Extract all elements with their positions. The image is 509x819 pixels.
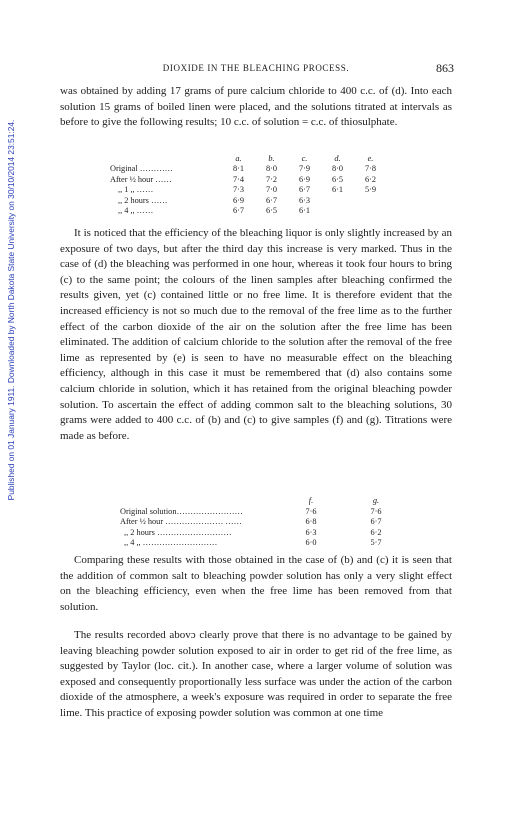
row-label: ,, 4 ,, ………………………	[124, 538, 218, 548]
table-header-row	[120, 496, 416, 507]
table-header-row	[110, 154, 387, 164]
table-cell: 6·7	[298, 185, 311, 195]
table-row	[110, 175, 387, 185]
download-watermark	[4, 90, 18, 530]
column-header-g: g.	[372, 496, 380, 505]
table-cell: 8·0	[331, 164, 344, 174]
table-row	[120, 538, 416, 549]
table-cell: 6·7	[232, 206, 245, 216]
table-cell: 7·2	[265, 174, 278, 184]
paragraph-comparison: Comparing these results with those obtained in the case of (b) and (c) it is seen that the addition of common salt to bleaching powder solution has only a very slight effect on the bleaching efficiency, even when the free lime has been removed from that solution.	[60, 554, 452, 613]
paragraph-conclusion: The results recorded abovɔ clearly prove that there is no advantage to be gained by leaving bleaching powder solution exposed to air in order to get rid of the free lime, as suggested by Taylor (loc. cit.). In another case, where a larger volume of solution was exposed and consequently proportionally less surface was under the action of the carbon dioxide of the atmosphere, a week's exposure was required in order to separate the free lime. This practice of exposing powder solution was common at one time	[60, 629, 452, 719]
column-header-b: b.	[268, 154, 275, 163]
table-cell: 6·7	[265, 195, 278, 205]
table-row	[110, 206, 387, 216]
table-header-blank	[120, 496, 286, 507]
column-header-e: e.	[367, 154, 374, 163]
table-cell: 7·8	[364, 164, 377, 174]
row-label: ,, 2 hours ……	[118, 195, 168, 205]
paragraph-discussion: It is noticed that the efficiency of the bleaching liquor is only slightly increased by an exposure of two days, but after the third day this increase is very marked. Thus in the case of (d) the bleaching was performed in one hour, whereas it took four hours to bring (c) to the same point; the colours of the linen samples after bleaching confirmed the results given, yet (c) contained little or no free lime. It is therefore evident that the increased efficiency is not so much due to the removal of the free lime as to the further effect of the carbon dioxide of the air on the solution after the free lime has been eliminated. The addition of calcium chloride to the solution after the removal of the free lime as represented by (e) is seen to have no measurable effect on the bleaching efficiency, although in this case it must be remembered that (d) also contains some calcium chloride in solution, which it has retained from the original bleaching powder solution. To ascertain the effect of adding common salt to the bleaching solutions, 30 grams were added to 400 c.c. of (b) and (c) to give samples (f) and (g). Titrations were made as before.	[60, 227, 452, 442]
row-label: ,, 4 ,, ……	[118, 206, 154, 216]
row-label: ,, 2 hours ………………………	[124, 527, 232, 537]
table-cell: 6·1	[331, 185, 344, 195]
table-cell: 7·6	[370, 506, 382, 516]
table-cell: 6·1	[298, 206, 311, 216]
table-cell	[321, 206, 354, 216]
table-cell: 7·9	[298, 164, 311, 174]
table-cell: 7·4	[232, 174, 245, 184]
table-cell: 6·9	[232, 195, 245, 205]
row-label: After ½ hour ……	[110, 174, 172, 184]
table-row	[120, 507, 416, 518]
table-cell: 7·0	[265, 185, 278, 195]
row-label: Original …………	[110, 164, 173, 174]
page-number: 863	[436, 61, 454, 75]
table-cell: 6·7	[370, 517, 382, 527]
table-cell: 8·0	[265, 164, 278, 174]
page-header	[60, 63, 452, 77]
row-label: Original solution……………………	[120, 506, 243, 516]
table-cell: 5·9	[364, 185, 377, 195]
table-row	[120, 517, 416, 528]
table-cell: 6·5	[331, 174, 344, 184]
row-label: After ½ hour ………………… ……	[120, 517, 242, 527]
table-cell: 8·1	[232, 164, 245, 174]
column-header-c: c.	[301, 154, 308, 163]
table-cell: 6·2	[364, 174, 377, 184]
table-cell: 6·5	[265, 206, 278, 216]
table-row	[110, 164, 387, 174]
table-row	[120, 528, 416, 539]
table-cell	[354, 206, 387, 216]
table-cell	[321, 196, 354, 206]
row-label: ,, 1 ,, ……	[118, 185, 154, 195]
titration-table-a-to-e	[110, 154, 387, 216]
paragraph-intro: was obtained by adding 17 grams of pure calcium chloride to 400 c.c. of (d). Into each solution 15 grams of boiled linen were placed, and the solutions titrated at intervals as before to give the following results; 10 c.c. of solution = c.c. of thiosulphate.	[60, 85, 452, 129]
column-header-f: f.	[308, 496, 314, 505]
table-cell: 6·9	[298, 174, 311, 184]
table-cell: 6·0	[305, 538, 317, 548]
table-cell: 6·2	[370, 527, 382, 537]
table-row	[110, 185, 387, 195]
table-header-blank	[110, 154, 222, 164]
column-header-a: a.	[235, 154, 242, 163]
table-cell: 7·6	[305, 506, 317, 516]
running-title: DIOXIDE IN THE BLEACHING PROCESS.	[162, 63, 350, 73]
download-watermark-text: Published on 01 January 1911. Downloaded by North Dakota State University on 30/10/2014 23:51:24.	[6, 119, 16, 501]
table-cell: 7·3	[232, 185, 245, 195]
table-cell: 5·7	[370, 538, 382, 548]
table-row	[110, 196, 387, 206]
table-cell	[354, 196, 387, 206]
table-cell: 6·8	[305, 517, 317, 527]
column-header-d: d.	[334, 154, 341, 163]
table-cell: 6·3	[298, 195, 311, 205]
titration-table-f-g	[120, 496, 416, 549]
table-cell: 6·3	[305, 527, 317, 537]
